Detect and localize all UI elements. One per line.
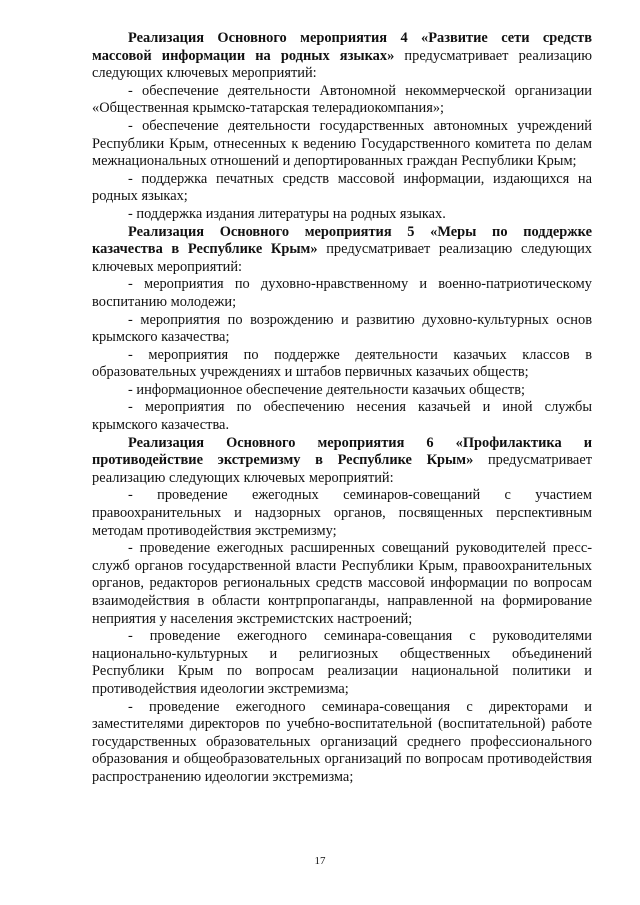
measure-6-intro-text: предусматривает реализацию следующих ключевых мероприятий: xyxy=(92,452,592,486)
measure-5-intro xyxy=(92,224,592,277)
measure-4-item-3: - поддержка печатных средств массовой информации, издающихся на родных языках; xyxy=(92,170,592,205)
measure-5-item-4: - информационное обеспечение деятельности казачьих обществ; xyxy=(128,381,525,398)
measure-5-item-2: - мероприятия по возрождению и развитию духовно-культурных основ крымского казачества; xyxy=(92,311,592,346)
measure-5-title: Реализация Основного мероприятия 5 «Меры по поддержке казачества в Республике Крым» xyxy=(92,223,592,258)
measure-6-item-2: - проведение ежегодных расширенных совещаний руководителей пресс-служб органов государственной власти Республики Крым, правоохранительных органов, редакторов региональных средств массовой информации по вопросам взаимодействия в области контрпропаганды, направленной на формирование неприятия у населения экстремистских настроений; xyxy=(92,540,592,627)
measure-4-item-2: - обеспечение деятельности государственных автономных учреждений Республики Крым, отнесенных к ведению Государственного комитета по делам межнациональных отношений и депортированных граждан Республики Крым; xyxy=(92,117,592,170)
measure-5-item-3: - мероприятия по поддержке деятельности казачьих классов в образовательных учреждениях и штабов первичных казачьих обществ; xyxy=(92,346,592,381)
measure-4-intro xyxy=(92,30,592,83)
document-page xyxy=(92,30,592,787)
measure-4-intro-text: предусматривает реализацию следующих ключевых мероприятий: xyxy=(92,47,592,82)
measure-6-title: Реализация Основного мероприятия 6 «Профилактика и противодействие экстремизму в Республике Крым» xyxy=(92,434,592,469)
measure-5-intro-text: предусматривает реализацию следующих ключевых мероприятий: xyxy=(92,241,592,275)
measure-4-item-1: - обеспечение деятельности Автономной некоммерческой организации «Общественная крымско-татарская телерадиокомпания»; xyxy=(92,82,592,117)
measure-5-item-1: - мероприятия по духовно-нравственному и военно-патриотическому воспитанию молодежи; xyxy=(92,276,592,310)
measure-6-item-3: - проведение ежегодного семинара-совещания с руководителями национально-культурных и религиозных общественных объединений Республики Крым по вопросам реализации национальной политики и противодействия идеологии экстремизма; xyxy=(92,628,592,697)
measure-5-item-5: - мероприятия по обеспечению несения казачьей и иной службы крымского казачества. xyxy=(92,399,592,434)
measure-6-item-4: - проведение ежегодного семинара-совещания с директорами и заместителями директоров по учебно-воспитательной (воспитательной) работе государственных образовательных организаций среднего профессионального образования и общеобразовательных организаций по вопросам противодействия распространению идеологии экстремизма; xyxy=(92,698,592,785)
measure-4-title: Реализация Основного мероприятия 4 «Развитие сети средств массовой информации на родных языках» xyxy=(92,30,592,64)
measure-4-item-4: - поддержка издания литературы на родных языках. xyxy=(128,205,446,222)
measure-6-item-1: - проведение ежегодных семинаров-совещаний с участием правоохранительных и надзорных органов, посвященных перспективным методам противодействия экстремизму; xyxy=(92,487,592,539)
page-number: 17 xyxy=(314,855,326,867)
measure-6-intro xyxy=(92,435,592,488)
